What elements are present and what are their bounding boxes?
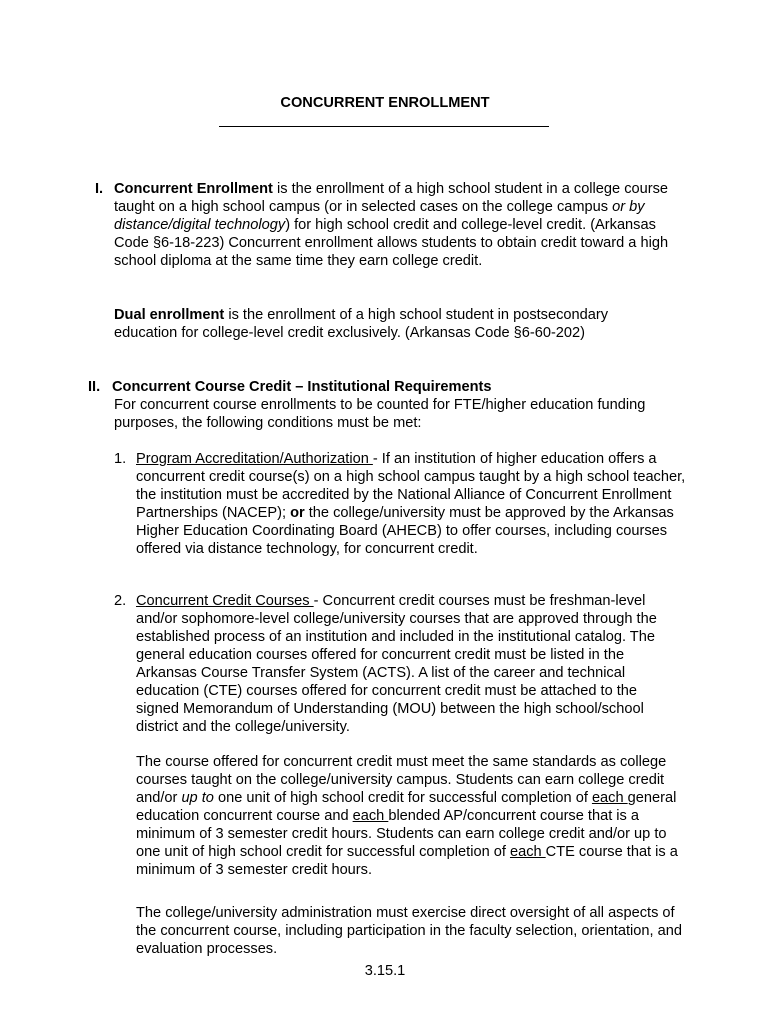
section-1-paragraph [114, 180, 684, 270]
item-1-label: Program Accreditation/Authorization [136, 451, 373, 467]
item-1-text-a: - If an institution of higher education offers a concurrent credit course(s) on a high school campus taught by a high school teacher, the institution must be accredited by the National Alliance of Concurrent Enrollment Partnerships (NACEP); [136, 451, 686, 521]
page-title: CONCURRENT ENROLLMENT [280, 95, 490, 111]
title-underline [219, 126, 549, 127]
page-number: 3.15.1 [364, 963, 406, 979]
section-1-text-a: is the enrollment of a high school student in a college course taught on a high school campus (or in selected cases on the college campus [114, 181, 669, 215]
item-2-label: Concurrent Credit Courses [136, 593, 314, 609]
standards-italic-up-to: up to [181, 790, 214, 806]
standards-text-c: general education concurrent course and [136, 790, 677, 824]
item-2-number: 2. [114, 593, 127, 609]
section-1-text-italic: or by distance/digital technology [114, 199, 645, 233]
dual-enrollment-paragraph [114, 306, 654, 342]
item-1-number: 1. [114, 451, 127, 467]
concurrent-enrollment-term: Concurrent Enrollment [114, 181, 273, 197]
section-2-numeral: II. [88, 379, 101, 395]
item-1-or: or [290, 505, 305, 521]
standards-text-b: one unit of high school credit for successful completion of [213, 790, 592, 806]
standards-each-3: each [509, 844, 546, 860]
item-1-paragraph [136, 450, 686, 558]
item-2-paragraph [136, 592, 681, 736]
section-1-numeral: I. [95, 181, 104, 197]
section-1-text-b: ) for high school credit and college-level credit. (Arkansas Code §6-18-223) Concurrent enrollment allows students to obtain credit toward a high school diploma at the same time they earn college credit. [114, 217, 669, 269]
section-2-intro: For concurrent course enrollments to be counted for FTE/higher education funding purposes, the following conditions must be met: [114, 397, 646, 431]
item-2-standards-paragraph [136, 753, 686, 879]
item-2-text: - Concurrent credit courses must be freshman-level and/or sophomore-level college/university courses that are approved through the established process of an institution and included in the institutional catalog. The general education courses offered for concurrent credit must be listed in the Arkansas Course Transfer System (ACTS). A list of the career and technical education (CTE) courses offered for concurrent credit must be attached to the signed Memorandum of Understanding (MOU) between the high school/school district and the college/university. [136, 593, 657, 735]
section-2-heading: Concurrent Course Credit – Institutional Requirements [112, 379, 492, 395]
standards-text-d: blended AP/concurrent course that is a minimum of 3 semester credit hours. Students can earn college credit and/or up to one unit of high school credit for successful completion of [136, 808, 667, 860]
standards-each-2: each [352, 808, 389, 824]
standards-text-a: The course offered for concurrent credit must meet the same standards as college courses taught on the college/university campus. Students can earn college credit and/or [136, 754, 667, 806]
standards-text-e: CTE course that is a minimum of 3 semester credit hours. [136, 844, 678, 878]
item-1-text-b: the college/university must be approved by the Arkansas Higher Education Coordinating Board (AHECB) to offer courses, including courses offered via distance technology, for concurrent credit. [136, 505, 674, 557]
item-2-oversight-paragraph: The college/university administration must exercise direct oversight of all aspects of the concurrent course, including participation in the faculty selection, orientation, and evaluation processes. [136, 905, 682, 957]
dual-enrollment-term: Dual enrollment [114, 307, 225, 323]
dual-enrollment-text: is the enrollment of a high school student in postsecondary education for college-level credit exclusively. (Arkansas Code §6-60-202) [114, 307, 609, 341]
standards-each-1: each [591, 790, 628, 806]
